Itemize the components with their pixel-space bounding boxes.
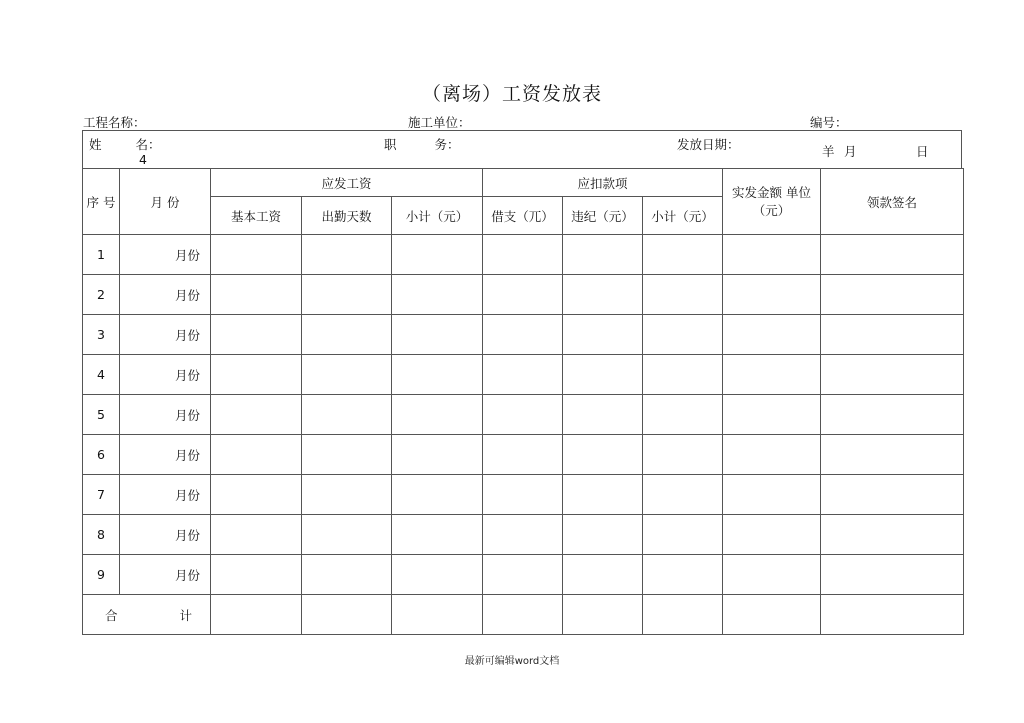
cell-basic-wage	[211, 475, 302, 515]
cell-actual-amount	[723, 555, 821, 595]
cell-actual-amount	[723, 355, 821, 395]
cell-violation	[563, 235, 643, 275]
cell-deduct-subtotal	[643, 475, 723, 515]
date-year: 羊	[822, 144, 835, 159]
cell-signature	[821, 555, 964, 595]
issue-date-label: 发放日期：	[677, 137, 740, 152]
table-row	[83, 435, 964, 475]
table-row	[83, 275, 964, 315]
cell-actual-amount	[723, 275, 821, 315]
cell-loan	[483, 355, 563, 395]
cell-violation	[563, 475, 643, 515]
cell-deduct-subtotal	[643, 515, 723, 555]
cell-pay-subtotal	[392, 475, 483, 515]
cell-loan	[483, 595, 563, 635]
table-row	[83, 515, 964, 555]
cell-basic-wage	[211, 315, 302, 355]
cell-attendance-days	[302, 515, 392, 555]
serial-number-label: 编号：	[810, 115, 848, 130]
header-deductions: 应扣款项	[483, 169, 723, 197]
cell-signature	[821, 515, 964, 555]
row-number: 9	[83, 555, 120, 595]
cell-deduct-subtotal	[643, 315, 723, 355]
cell-actual-amount	[723, 515, 821, 555]
name-label: 姓 名：	[89, 137, 161, 152]
row-number: 2	[83, 275, 120, 315]
cell-loan	[483, 555, 563, 595]
table-row	[83, 315, 964, 355]
footer-note: 最新可编辑word文档	[464, 656, 560, 667]
cell-attendance-days	[302, 315, 392, 355]
row-number: 6	[83, 435, 120, 475]
row-month: 月份	[120, 435, 211, 475]
cell-deduct-subtotal	[643, 235, 723, 275]
row-number: 8	[83, 515, 120, 555]
cell-loan	[483, 235, 563, 275]
cell-pay-subtotal	[392, 435, 483, 475]
cell-violation	[563, 595, 643, 635]
row-month: 月份	[120, 275, 211, 315]
cell-pay-subtotal	[392, 275, 483, 315]
cell-actual-amount	[723, 475, 821, 515]
cell-deduct-subtotal	[643, 275, 723, 315]
cell-signature	[821, 235, 964, 275]
cell-deduct-subtotal	[643, 595, 723, 635]
header-month: 月 份	[120, 169, 211, 235]
cell-pay-subtotal	[392, 315, 483, 355]
page-title: （离场）工资发放表	[421, 83, 602, 105]
cell-basic-wage	[211, 515, 302, 555]
cell-signature	[821, 435, 964, 475]
cell-deduct-subtotal	[643, 355, 723, 395]
cell-violation	[563, 515, 643, 555]
project-name-label: 工程名称：	[83, 115, 146, 130]
cell-loan	[483, 395, 563, 435]
cell-signature	[821, 315, 964, 355]
row-number: 3	[83, 315, 120, 355]
cell-pay-subtotal	[392, 555, 483, 595]
cell-attendance-days	[302, 355, 392, 395]
cell-pay-subtotal	[392, 515, 483, 555]
table-row	[83, 395, 964, 435]
cell-signature	[821, 475, 964, 515]
table-row	[83, 355, 964, 395]
payroll-table	[82, 168, 964, 635]
row-number: 1	[83, 235, 120, 275]
date-day: 日	[916, 144, 929, 159]
cell-violation	[563, 395, 643, 435]
cell-signature	[821, 355, 964, 395]
row-number: 5	[83, 395, 120, 435]
cell-loan	[483, 275, 563, 315]
cell-pay-subtotal	[392, 395, 483, 435]
cell-pay-subtotal	[392, 235, 483, 275]
cell-pay-subtotal	[392, 595, 483, 635]
cell-pay-subtotal	[392, 355, 483, 395]
table-row	[83, 475, 964, 515]
cell-actual-amount	[723, 435, 821, 475]
row-number: 4	[83, 355, 120, 395]
cell-actual-amount	[723, 395, 821, 435]
header-loan: 借支（兀）	[483, 197, 563, 235]
cell-basic-wage	[211, 355, 302, 395]
cell-attendance-days	[302, 435, 392, 475]
date-month: 月	[844, 144, 857, 159]
cell-loan	[483, 315, 563, 355]
cell-basic-wage	[211, 275, 302, 315]
header-violation: 违纪（元）	[563, 197, 643, 235]
header-seq: 序 号	[83, 169, 120, 235]
cell-signature	[821, 595, 964, 635]
cell-actual-amount	[723, 595, 821, 635]
cell-basic-wage	[211, 395, 302, 435]
cell-basic-wage	[211, 435, 302, 475]
cell-violation	[563, 315, 643, 355]
cell-attendance-days	[302, 475, 392, 515]
cell-loan	[483, 515, 563, 555]
cell-actual-amount	[723, 315, 821, 355]
cell-loan	[483, 475, 563, 515]
header-actual-amount: 实发金额 单位（元）	[723, 169, 821, 235]
row-month: 月份	[120, 555, 211, 595]
table-row	[83, 235, 964, 275]
cell-attendance-days	[302, 595, 392, 635]
cell-deduct-subtotal	[643, 435, 723, 475]
cell-signature	[821, 395, 964, 435]
cell-violation	[563, 555, 643, 595]
row-month: 月份	[120, 355, 211, 395]
row-month: 月份	[120, 475, 211, 515]
header-gross-pay: 应发工资	[211, 169, 483, 197]
position-label: 职 务：	[384, 137, 460, 152]
cell-attendance-days	[302, 395, 392, 435]
cell-deduct-subtotal	[643, 395, 723, 435]
row-month: 月份	[120, 315, 211, 355]
total-row	[83, 595, 964, 635]
row-number: 7	[83, 475, 120, 515]
header-basic-wage: 基本工资	[211, 197, 302, 235]
row-month: 月份	[120, 235, 211, 275]
cell-violation	[563, 355, 643, 395]
employee-info-box	[82, 130, 962, 168]
cell-attendance-days	[302, 235, 392, 275]
cell-violation	[563, 435, 643, 475]
cell-basic-wage	[211, 555, 302, 595]
cell-basic-wage	[211, 235, 302, 275]
header-pay-subtotal: 小计（元）	[392, 197, 483, 235]
cell-actual-amount	[723, 235, 821, 275]
cell-violation	[563, 275, 643, 315]
cell-attendance-days	[302, 555, 392, 595]
cell-basic-wage	[211, 595, 302, 635]
cell-loan	[483, 435, 563, 475]
header-deduct-subtotal: 小计（元）	[643, 197, 723, 235]
cell-attendance-days	[302, 275, 392, 315]
header-signature: 领款签名	[821, 169, 964, 235]
construction-unit-label: 施工单位：	[408, 115, 471, 130]
row-month: 月份	[120, 515, 211, 555]
cell-signature	[821, 275, 964, 315]
total-label: 合 计	[83, 595, 211, 635]
header-attendance-days: 出勤天数	[302, 197, 392, 235]
row-month: 月份	[120, 395, 211, 435]
name-value: 4	[139, 152, 147, 167]
table-row	[83, 555, 964, 595]
cell-deduct-subtotal	[643, 555, 723, 595]
